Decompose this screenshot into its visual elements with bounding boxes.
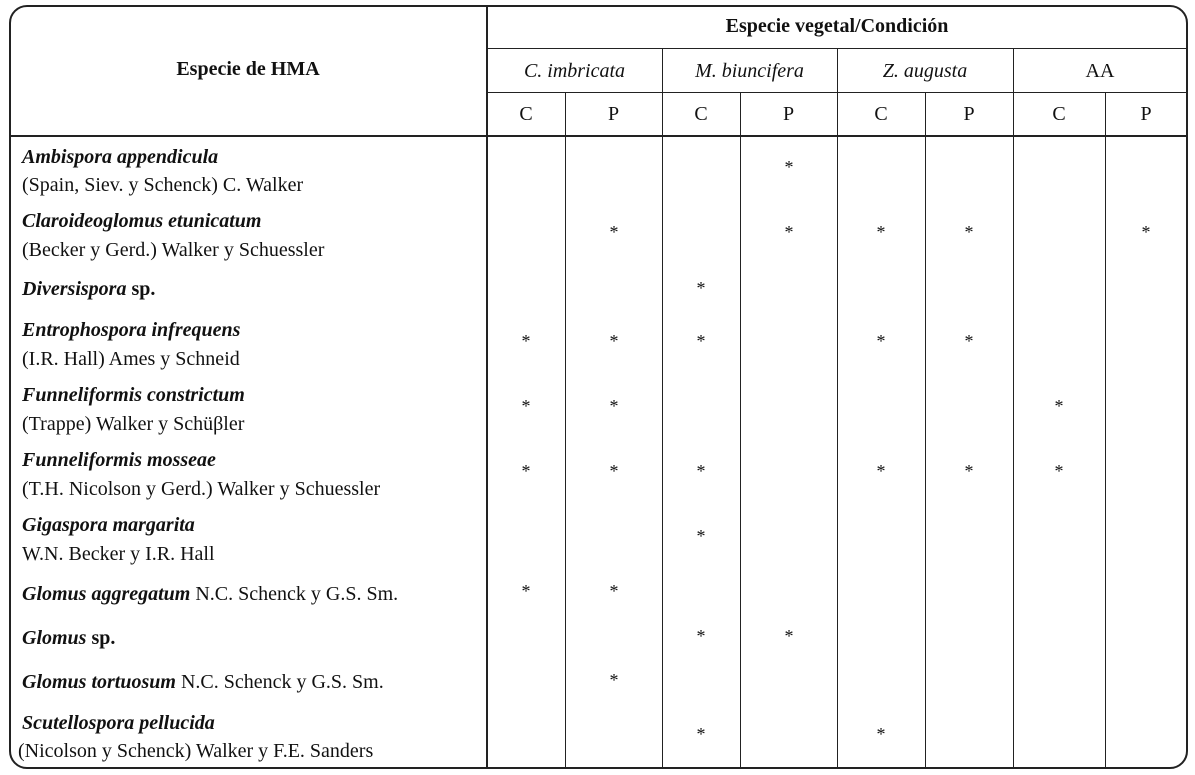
group-header: Especie vegetal/Condición	[725, 15, 949, 37]
rule-column-divider	[662, 48, 663, 768]
presence-mark: *	[609, 222, 619, 242]
presence-mark: *	[609, 670, 619, 690]
condition-header: P	[782, 103, 795, 125]
species-name: Funneliformis mosseae	[22, 449, 216, 471]
presence-mark: *	[964, 331, 974, 351]
species-name: Funneliformis constrictum	[22, 384, 245, 406]
species-author: (Trappe) Walker y Schüβler	[22, 413, 245, 435]
rule-column-divider	[565, 92, 566, 768]
presence-mark: *	[784, 626, 794, 646]
plant-header: M. biuncifera	[695, 60, 804, 82]
presence-mark: *	[609, 396, 619, 416]
presence-mark: *	[876, 461, 886, 481]
presence-mark: *	[1054, 396, 1064, 416]
presence-mark: *	[521, 331, 531, 351]
presence-mark: *	[876, 331, 886, 351]
presence-mark: *	[521, 461, 531, 481]
condition-header: C	[519, 103, 533, 125]
presence-mark: *	[609, 331, 619, 351]
presence-mark: *	[696, 331, 706, 351]
presence-mark: *	[696, 724, 706, 744]
species-name: Glomus aggregatum N.C. Schenck y G.S. Sm.	[22, 583, 399, 605]
rule-below-header	[10, 135, 1187, 137]
presence-mark: *	[784, 222, 794, 242]
presence-mark: *	[696, 626, 706, 646]
plant-header: AA	[1085, 60, 1115, 82]
species-author: (T.H. Nicolson y Gerd.) Walker y Schuessler	[22, 478, 381, 500]
plant-header: Z. augusta	[882, 60, 968, 82]
presence-mark: *	[964, 222, 974, 242]
species-name: Claroideoglomus etunicatum	[22, 210, 262, 232]
presence-mark: *	[609, 461, 619, 481]
species-author: (Nicolson y Schenck) Walker y F.E. Sanders	[18, 740, 374, 762]
presence-mark: *	[876, 222, 886, 242]
rule-column-divider	[925, 92, 926, 768]
presence-mark: *	[609, 581, 619, 601]
species-column-header: Especie de HMA	[176, 58, 320, 80]
presence-mark: *	[696, 526, 706, 546]
species-name: Glomus tortuosum N.C. Schenck y G.S. Sm.	[22, 671, 384, 693]
condition-header: C	[874, 103, 888, 125]
presence-mark: *	[696, 278, 706, 298]
presence-mark: *	[521, 396, 531, 416]
presence-mark: *	[1054, 461, 1064, 481]
plant-header: C. imbricata	[523, 60, 626, 82]
presence-mark: *	[521, 581, 531, 601]
presence-mark: *	[784, 157, 794, 177]
species-author: W.N. Becker y I.R. Hall	[22, 543, 215, 565]
species-author: (I.R. Hall) Ames y Schneid	[22, 348, 240, 370]
presence-mark: *	[964, 461, 974, 481]
presence-mark: *	[696, 461, 706, 481]
presence-mark: *	[876, 724, 886, 744]
species-name: Entrophospora infrequens	[22, 319, 241, 341]
species-name: Scutellospora pellucida	[22, 712, 215, 734]
species-name: Diversispora sp.	[22, 278, 156, 300]
condition-header: P	[963, 103, 975, 125]
rule-column-divider	[1105, 92, 1106, 768]
condition-header: P	[1140, 103, 1152, 125]
presence-mark: *	[1141, 222, 1151, 242]
species-name: Gigaspora margarita	[22, 514, 195, 536]
species-name: Ambispora appendicula	[22, 146, 219, 168]
species-author: (Spain, Siev. y Schenck) C. Walker	[22, 174, 304, 196]
rule-column-divider	[837, 48, 838, 768]
condition-header: P	[607, 103, 620, 125]
condition-header: C	[1052, 103, 1066, 125]
condition-header: C	[694, 103, 708, 125]
species-author: (Becker y Gerd.) Walker y Schuessler	[22, 239, 325, 261]
rule-column-divider	[740, 92, 741, 768]
rule-column-divider	[1013, 48, 1014, 768]
species-name: Glomus sp.	[22, 627, 116, 649]
